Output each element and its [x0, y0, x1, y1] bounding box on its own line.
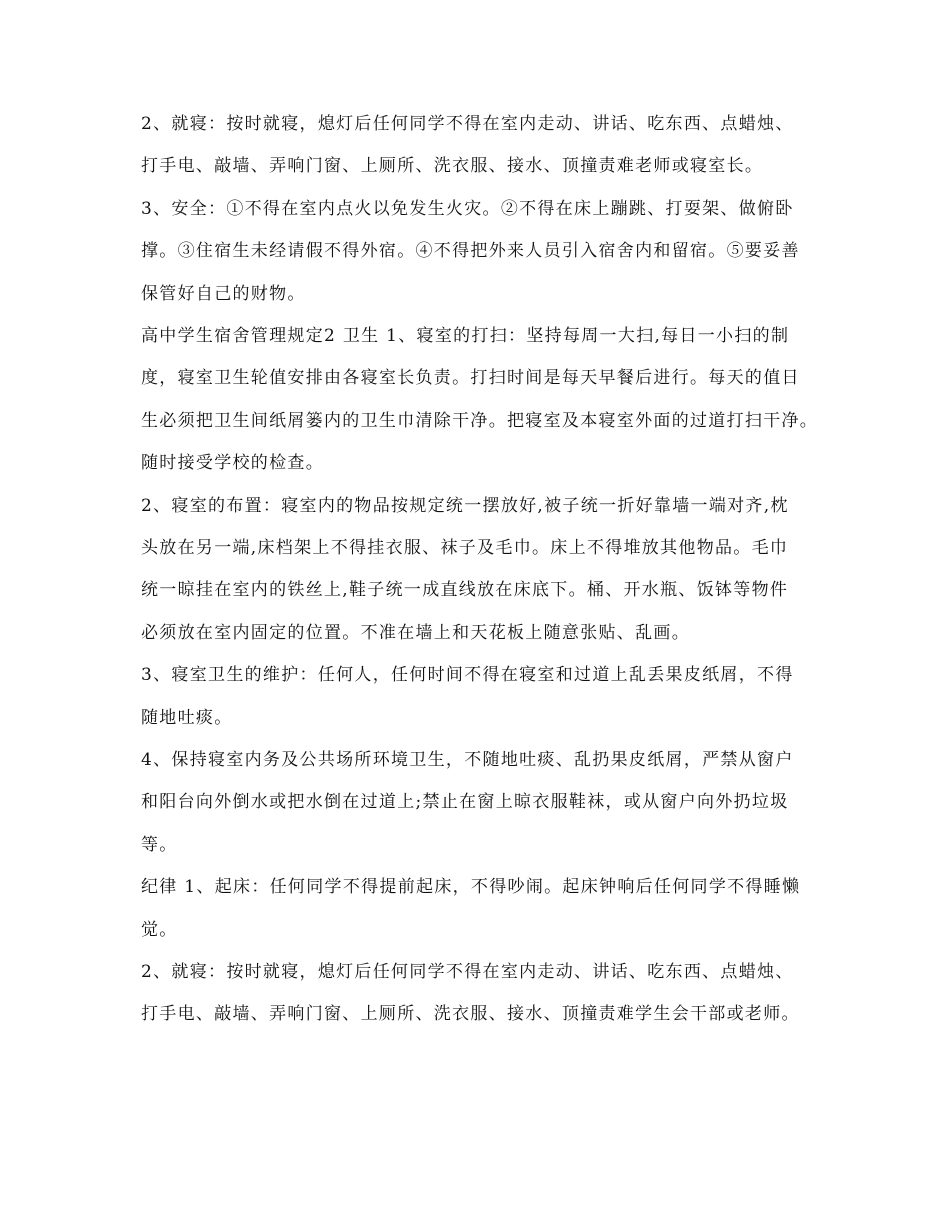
text-line: 随地吐痰。: [141, 708, 233, 728]
text-line: 等。: [141, 835, 178, 855]
text-line: 4、保持寝室内务及公共场所环境卫生，不随地吐痰、乱扔果皮纸屑，严禁从窗户: [141, 750, 794, 770]
text-line: 生必须把卫生间纸屑篓内的卫生巾清除干净。把寝室及本寝室外面的过道打扫干净。: [141, 411, 819, 431]
text-line: 3、寝室卫生的维护：任何人，任何时间不得在寝室和过道上乱丢果皮纸屑，不得: [141, 665, 794, 685]
text-line: 统一晾挂在室内的铁丝上,鞋子统一成直线放在床底下。桶、开水瓶、饭钵等物件: [141, 580, 789, 600]
text-line: 头放在另一端,床档架上不得挂衣服、袜子及毛巾。床上不得堆放其他物品。毛巾: [141, 538, 789, 558]
text-line: 撑。③住宿生未经请假不得外宿。④不得把外来人员引入宿舍内和留宿。⑤要妥善: [141, 241, 800, 261]
text-line: 随时接受学校的检查。: [141, 453, 324, 473]
text-line: 2、就寝：按时就寝，熄灯后任何同学不得在室内走动、讲话、吃东西、点蜡烛、: [141, 114, 794, 134]
text-line: 2、寝室的布置：寝室内的物品按规定统一摆放好,被子统一折好靠墙一端对齐,枕: [141, 496, 789, 516]
text-line: 度，寝室卫生轮值安排由各寝室长负责。打扫时间是每天早餐后进行。每天的值日: [141, 368, 800, 388]
text-line: 高中学生宿舍管理规定2 卫生 1、寝室的打扫：坚持每周一大扫,每日一小扫的制: [141, 326, 790, 346]
text-line: 2、就寝：按时就寝，熄灯后任何同学不得在室内走动、讲话、吃东西、点蜡烛、: [141, 962, 794, 982]
text-line: 保管好自己的财物。: [141, 284, 306, 304]
text-line: 打手电、敲墙、弄响门窗、上厕所、洗衣服、接水、顶撞责难学生会干部或老师。: [141, 1004, 800, 1024]
text-line: 和阳台向外倒水或把水倒在过道上;禁止在窗上晾衣服鞋袜，或从窗户向外扔垃圾: [141, 792, 789, 812]
text-line: 必须放在室内固定的位置。不准在墙上和天花板上随意张贴、乱画。: [141, 623, 690, 643]
text-line: 觉。: [141, 920, 178, 940]
text-line: 纪律 1、起床：任何同学不得提前起床，不得吵闹。起床钟响后任何同学不得睡懒: [141, 877, 801, 897]
text-line: 打手电、敲墙、弄响门窗、上厕所、洗衣服、接水、顶撞责难老师或寝室长。: [141, 156, 764, 176]
text-line: 3、安全：①不得在室内点火以免发生火灾。②不得在床上蹦跳、打耍架、做俯卧: [141, 199, 794, 219]
